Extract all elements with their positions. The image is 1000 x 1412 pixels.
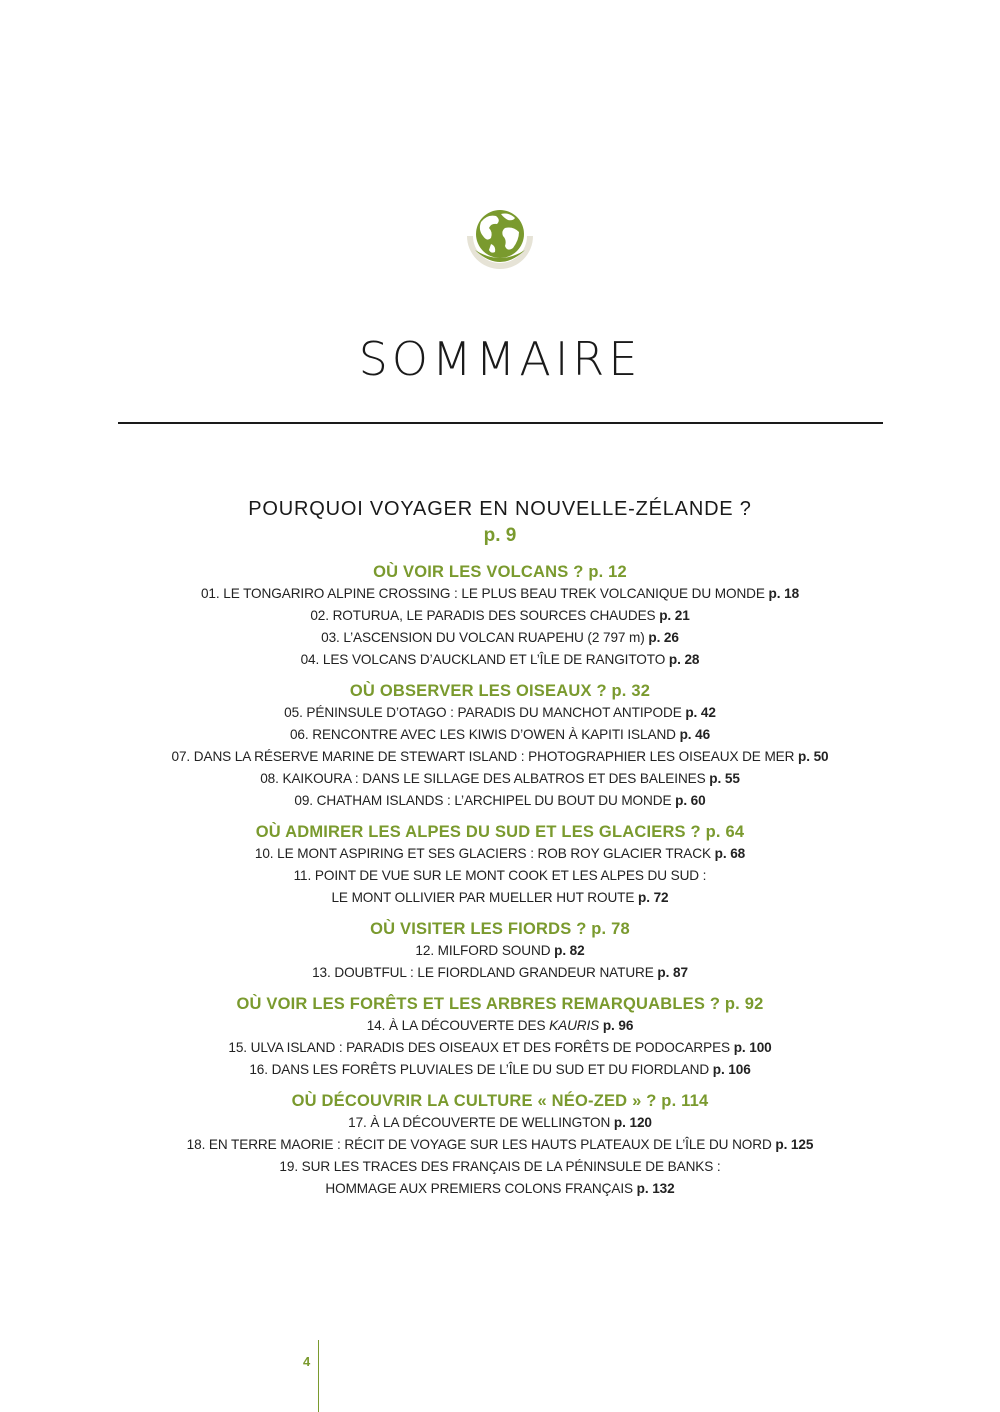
toc-entry	[0, 649, 1000, 671]
toc-page-ref: p. 82	[554, 943, 585, 958]
intro-page-ref: p. 9	[483, 525, 517, 546]
toc-entry-text: 07. DANS LA RÉSERVE MARINE DE STEWART ISLAND : PHOTOGRAPHIER LES OISEAUX DE MER	[171, 749, 799, 764]
toc-page-ref: p. 60	[675, 793, 706, 808]
toc-entry	[0, 865, 1000, 887]
toc-entry	[0, 887, 1000, 909]
section-entries	[0, 702, 1000, 812]
section-heading: OÙ DÉCOUVRIR LA CULTURE « NÉO-ZED » ? p. 114	[291, 1092, 709, 1110]
page-title: SOMMAIRE	[358, 332, 642, 386]
section-entries	[0, 843, 1000, 909]
toc-entry	[0, 790, 1000, 812]
section-entries	[0, 1015, 1000, 1081]
toc-page-ref: p. 125	[775, 1137, 814, 1152]
toc-entry-text: 16. DANS LES FORÊTS PLUVIALES DE L’ÎLE DU SUD ET DU FIORDLAND	[249, 1062, 713, 1077]
toc-entry-text: 14. À LA DÉCOUVERTE DES	[366, 1018, 550, 1033]
toc-entry-text: 18. EN TERRE MAORIE : RÉCIT DE VOYAGE SUR LES HAUTS PLATEAUX DE L’ÎLE DU NORD	[186, 1137, 776, 1152]
toc-page-ref: p. 100	[733, 1040, 772, 1055]
toc-entry	[0, 768, 1000, 790]
toc-page-ref: p. 87	[657, 965, 688, 980]
intro-heading: POURQUOI VOYAGER EN NOUVELLE-ZÉLANDE ?	[248, 498, 752, 520]
toc-entry-text: 12. MILFORD SOUND	[415, 943, 555, 958]
toc-entry-text: 10. LE MONT ASPIRING ET SES GLACIERS : ROB ROY GLACIER TRACK	[254, 846, 715, 861]
toc-entry	[0, 1156, 1000, 1178]
toc-page-ref: p. 132	[636, 1181, 675, 1196]
toc-entry-italic: KAURIS	[549, 1018, 600, 1033]
toc-page-ref: p. 55	[709, 771, 740, 786]
toc-entry-text: 04. LES VOLCANS D’AUCKLAND ET L’ÎLE DE RANGITOTO	[300, 652, 669, 667]
section-heading: OÙ VISITER LES FIORDS ? p. 78	[370, 920, 630, 938]
toc-page-ref: p. 106	[712, 1062, 751, 1077]
toc-page-ref: p. 28	[668, 652, 700, 667]
toc-entry-text: LE MONT OLLIVIER PAR MUELLER HUT ROUTE	[331, 890, 639, 905]
toc-entry-text: 08. KAIKOURA : DANS LE SILLAGE DES ALBATROS ET DES BALEINES	[260, 771, 710, 786]
toc-entry-text: 03. L’ASCENSION DU VOLCAN RUAPEHU (2 797 m)	[321, 630, 649, 645]
toc-entry-text: 06. RENCONTRE AVEC LES KIWIS D’OWEN À KAPITI ISLAND	[289, 727, 680, 742]
toc-entry	[0, 583, 1000, 605]
toc-entry	[0, 1178, 1000, 1200]
toc-entry	[0, 746, 1000, 768]
toc-entry	[0, 702, 1000, 724]
toc-entry-text: 17. À LA DÉCOUVERTE DE WELLINGTON	[348, 1115, 614, 1130]
section-entries	[0, 940, 1000, 984]
table-of-contents	[0, 494, 1000, 1209]
section-heading: OÙ VOIR LES FORÊTS ET LES ARBRES REMARQUABLES ? p. 92	[236, 995, 764, 1013]
toc-entry-text: 02. ROTURUA, LE PARADIS DES SOURCES CHAUDES	[310, 608, 660, 623]
toc-page-ref: p. 72	[638, 890, 669, 905]
globe-emblem-icon	[461, 206, 539, 274]
toc-entry	[0, 605, 1000, 627]
toc-entry	[0, 1112, 1000, 1134]
toc-entry-text: 13. DOUBTFUL : LE FIORDLAND GRANDEUR NATURE	[312, 965, 658, 980]
toc-page-ref: p. 68	[714, 846, 746, 861]
toc-page-ref: p. 21	[659, 608, 690, 623]
toc-entry	[0, 724, 1000, 746]
toc-entry	[0, 627, 1000, 649]
toc-entry-text: 15. ULVA ISLAND : PARADIS DES OISEAUX ET DES FORÊTS DE PODOCARPES	[228, 1040, 734, 1055]
toc-page-ref: p. 50	[798, 749, 829, 764]
toc-entry-text: 19. SUR LES TRACES DES FRANÇAIS DE LA PÉNINSULE DE BANKS :	[279, 1159, 721, 1174]
toc-entry-text: 05. PÉNINSULE D’OTAGO : PARADIS DU MANCHOT ANTIPODE	[284, 705, 686, 720]
toc-page-ref: p. 42	[685, 705, 716, 720]
section-entries	[0, 583, 1000, 671]
section-heading: OÙ OBSERVER LES OISEAUX ? p. 32	[349, 682, 651, 700]
toc-entry	[0, 843, 1000, 865]
toc-entry	[0, 1134, 1000, 1156]
toc-entry	[0, 1015, 1000, 1037]
toc-page-ref: p. 96	[599, 1018, 634, 1033]
section-heading: OÙ VOIR LES VOLCANS ? p. 12	[373, 563, 627, 581]
toc-entry	[0, 1037, 1000, 1059]
toc-entry-text: 01. LE TONGARIRO ALPINE CROSSING : LE PLUS BEAU TREK VOLCANIQUE DU MONDE	[200, 586, 769, 601]
section-entries	[0, 1112, 1000, 1200]
toc-entry	[0, 940, 1000, 962]
title-divider	[118, 422, 883, 424]
toc-entry-text: 11. POINT DE VUE SUR LE MONT COOK ET LES ALPES DU SUD :	[293, 868, 707, 883]
toc-entry-text: HOMMAGE AUX PREMIERS COLONS FRANÇAIS	[325, 1181, 637, 1196]
toc-entry	[0, 962, 1000, 984]
toc-entry-text: 09. CHATHAM ISLANDS : L’ARCHIPEL DU BOUT DU MONDE	[294, 793, 676, 808]
toc-page-ref: p. 46	[679, 727, 711, 742]
toc-page-ref: p. 18	[768, 586, 800, 601]
section-heading: OÙ ADMIRER LES ALPES DU SUD ET LES GLACIERS ? p. 64	[255, 823, 745, 841]
toc-entry	[0, 1059, 1000, 1081]
toc-page-ref: p. 26	[648, 630, 679, 645]
toc-page-ref: p. 120	[613, 1115, 652, 1130]
page-number: 4	[303, 1354, 311, 1369]
folio-divider	[318, 1340, 319, 1412]
